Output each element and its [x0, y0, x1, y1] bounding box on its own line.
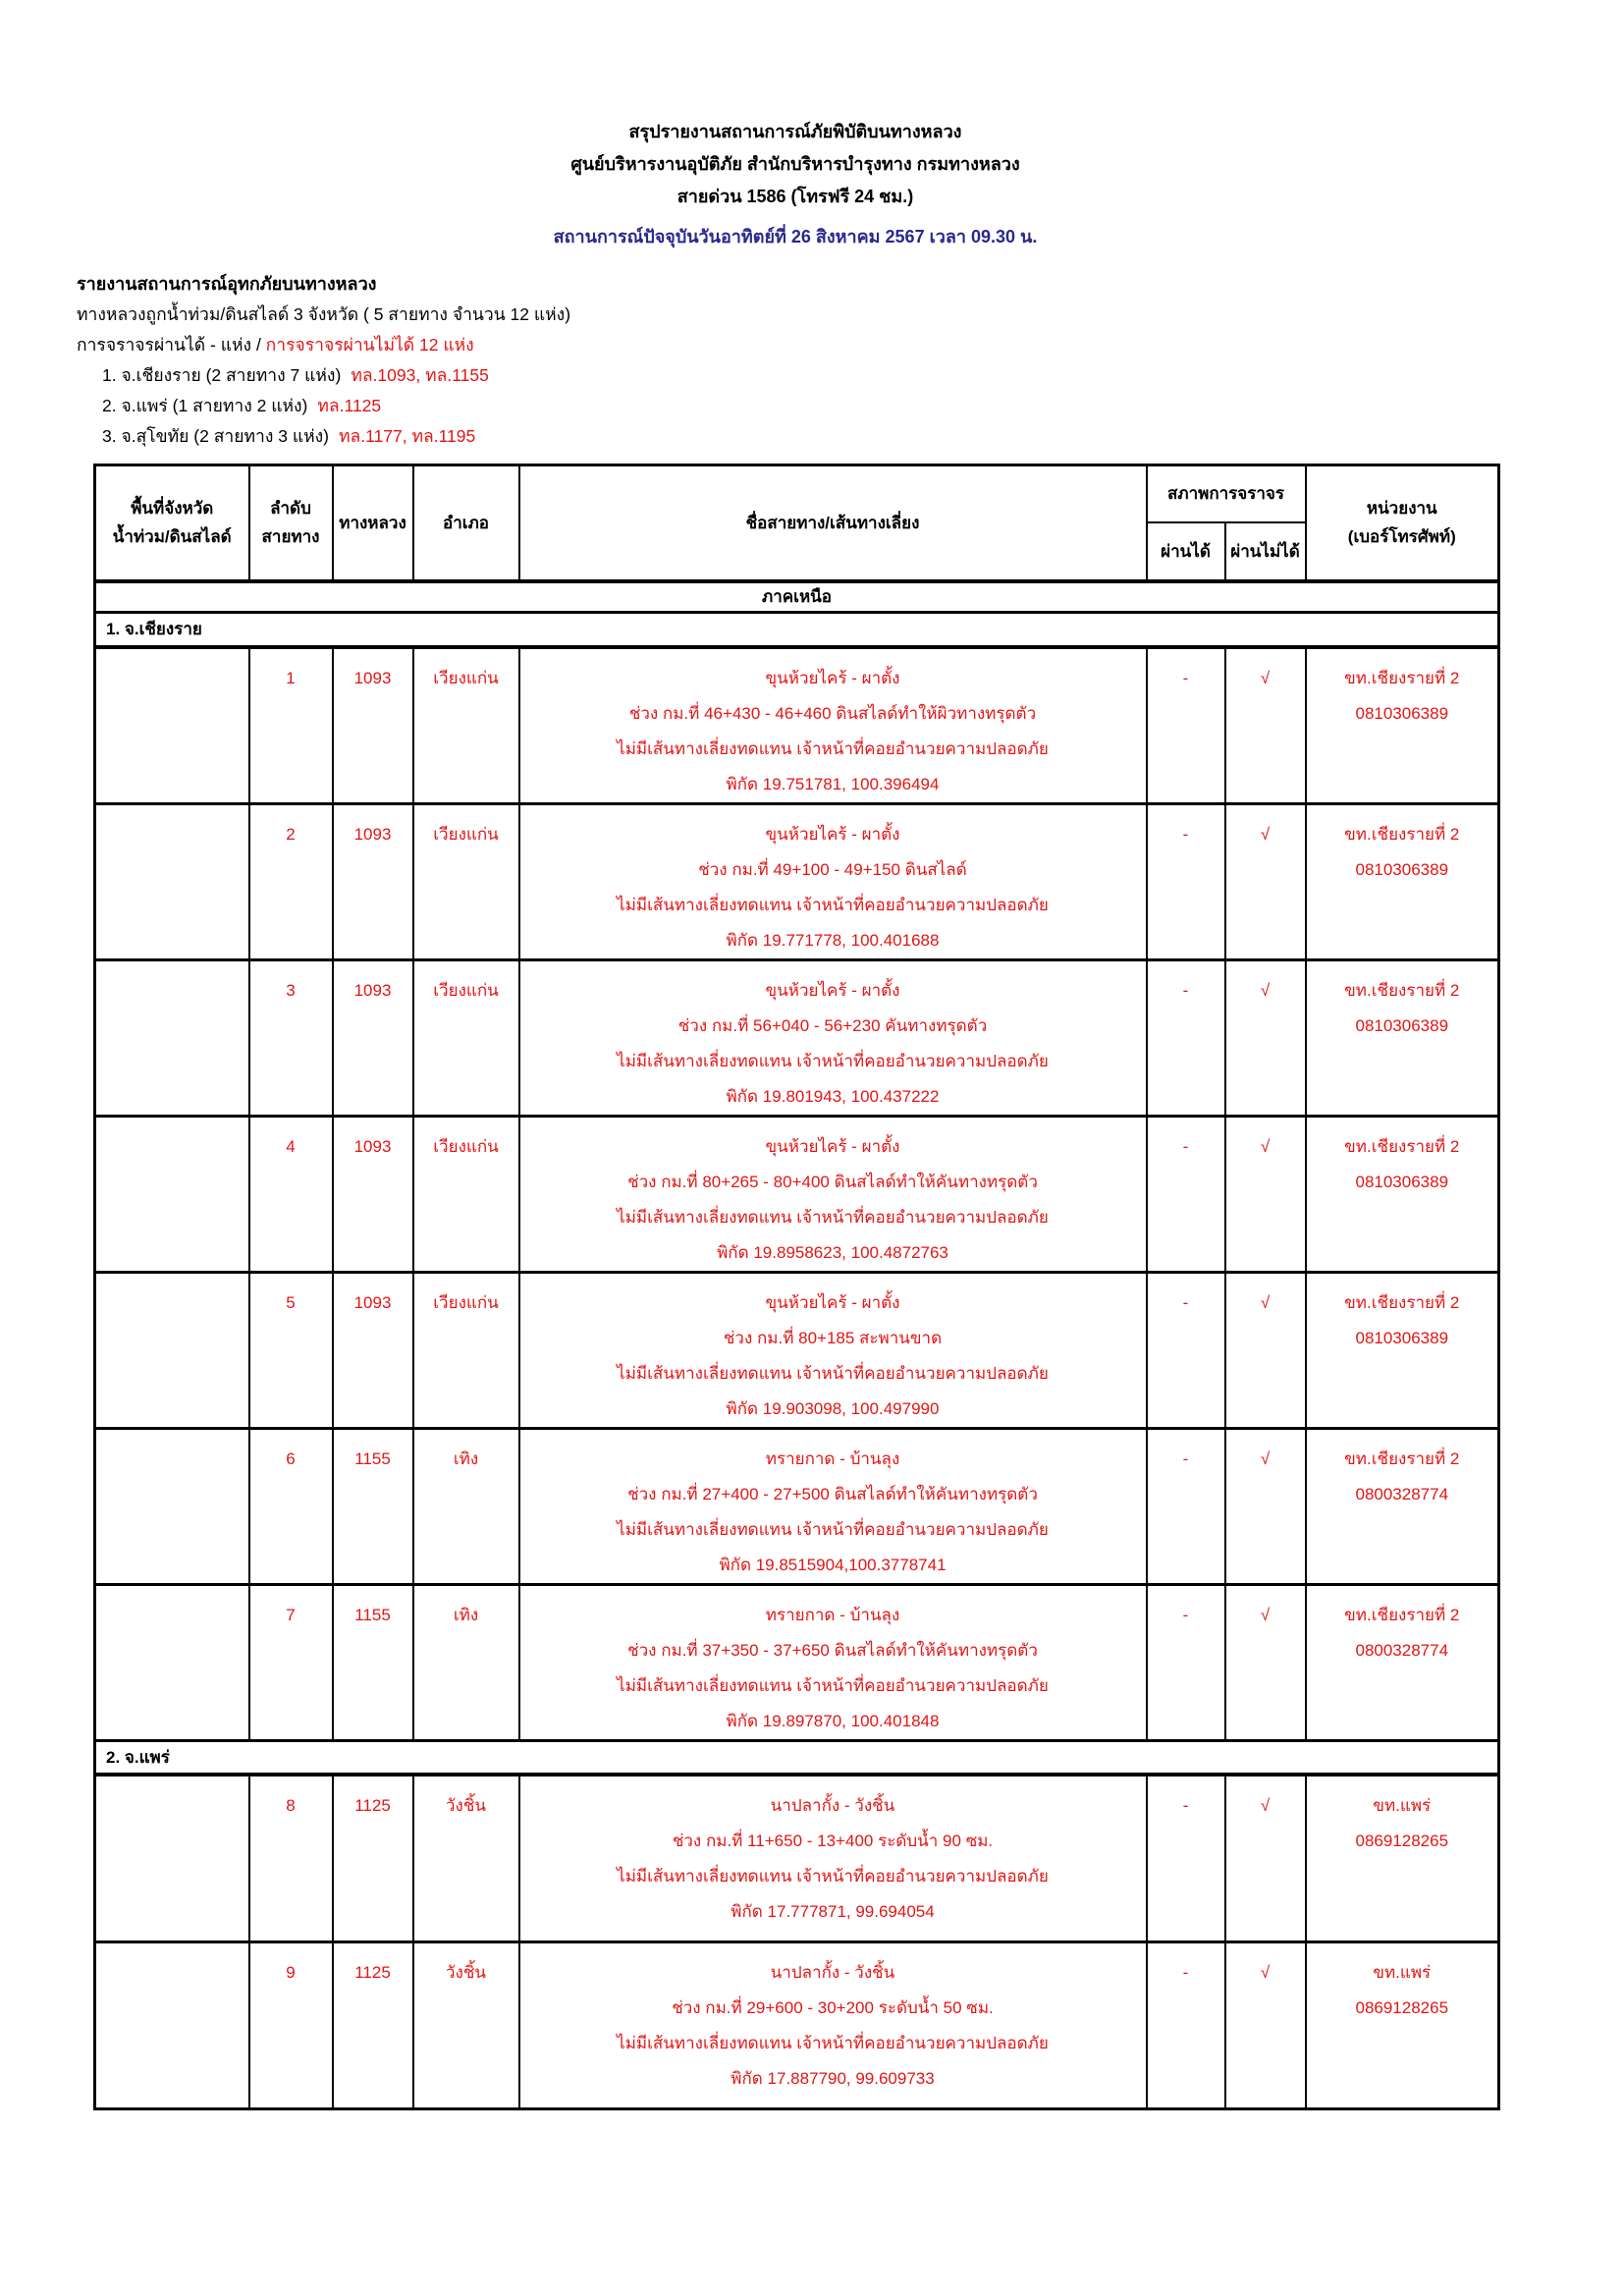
route-line: ช่วง กม.ที่ 11+650 - 13+400 ระดับน้ำ 90 ซม. [672, 1831, 994, 1850]
route-line: ช่วง กม.ที่ 49+100 - 49+150 ดินสไลด์ [698, 859, 967, 879]
route-line: พิกัด 19.897870, 100.401848 [726, 1711, 940, 1730]
route-line: พิกัด 19.903098, 100.497990 [726, 1398, 940, 1418]
route-cell [519, 1116, 1147, 1272]
highway-cell: 1093 [333, 1272, 413, 1428]
highway-cell: 1125 [333, 1941, 413, 2108]
report-title: สรุปรายงานสถานการณ์ภัยพิบัติบนทางหลวง [628, 122, 962, 141]
col-header-area-line2: น้ำท่วม/ดินสไลด์ [112, 527, 232, 547]
situation-table [93, 464, 1500, 2110]
route-line: ไม่มีเส้นทางเลี่ยงทดแทน เจ้าหน้าที่คอยอำนวยความปลอดภัย [617, 2033, 1049, 2052]
hotline-line: สายด่วน 1586 (โทรฟรี 24 ชม.) [677, 187, 914, 206]
route-line: ขุนห้วยไคร้ - ผาตั้ง [765, 980, 900, 1000]
district-cell: เวียงแก่น [413, 1116, 519, 1272]
route-line: ไม่มีเส้นทางเลี่ยงทดแทน เจ้าหน้าที่คอยอำนวยความปลอดภัย [617, 895, 1049, 914]
province-section-row [95, 1740, 1499, 1775]
route-line: ช่วง กม.ที่ 80+265 - 80+400 ดินสไลด์ทำให้คันทางทรุดตัว [627, 1172, 1038, 1191]
unit-line: 0810306389 [1355, 859, 1449, 879]
traffic-impassable-text: การจราจรผ่านไม่ได้ 12 แห่ง [265, 335, 474, 355]
table-body [95, 581, 1499, 2109]
district-cell: เวียงแก่น [413, 1272, 519, 1428]
unit-cell [1306, 1272, 1499, 1428]
passable-cell: - [1147, 1116, 1225, 1272]
unit-line: ขท.เชียงรายที่ 2 [1344, 1136, 1460, 1156]
section-title: 1. จ.เชียงราย [95, 613, 1499, 647]
table-header [95, 465, 1499, 581]
unit-line: 0800328774 [1355, 1484, 1449, 1503]
route-line: ขุนห้วยไคร้ - ผาตั้ง [765, 1136, 900, 1156]
status-line: สถานการณ์ปัจจุบันวันอาทิตย์ที่ 26 สิงหาคม 2567 เวลา 09.30 น. [553, 227, 1038, 246]
col-header-unit-line2: (เบอร์โทรศัพท์) [1347, 527, 1456, 547]
route-cell [519, 647, 1147, 804]
district-cell: เทิง [413, 1584, 519, 1740]
route-cell [519, 1775, 1147, 1941]
impassable-cell: √ [1225, 959, 1306, 1116]
unit-line: ขท.เชียงรายที่ 2 [1344, 980, 1460, 1000]
impassable-cell: √ [1225, 803, 1306, 959]
passable-cell: - [1147, 1941, 1225, 2108]
section-title: 2. จ.แพร่ [95, 1740, 1499, 1775]
passable-cell: - [1147, 1272, 1225, 1428]
unit-line: ขท.แพร่ [1373, 1796, 1432, 1815]
district-cell: วังชิ้น [413, 1775, 519, 1941]
province-item [77, 360, 1624, 391]
route-line: ทรายกาด - บ้านลุง [765, 1449, 900, 1468]
province-item [77, 391, 1624, 421]
route-line: ไม่มีเส้นทางเลี่ยงทดแทน เจ้าหน้าที่คอยอำนวยความปลอดภัย [617, 738, 1049, 758]
col-header-area-line1: พื้นที่จังหวัด [131, 499, 214, 519]
table-row [95, 959, 1499, 1116]
route-line: พิกัด 19.8515904,100.3778741 [719, 1555, 947, 1574]
passable-cell: - [1147, 647, 1225, 804]
document-header [93, 0, 1497, 253]
route-line: ไม่มีเส้นทางเลี่ยงทดแทน เจ้าหน้าที่คอยอำนวยความปลอดภัย [617, 1207, 1049, 1227]
unit-line: 0810306389 [1355, 1328, 1449, 1347]
unit-line: ขท.เชียงรายที่ 2 [1344, 1292, 1460, 1312]
district-cell: เวียงแก่น [413, 647, 519, 804]
route-line: ไม่มีเส้นทางเลี่ยงทดแทน เจ้าหน้าที่คอยอำนวยความปลอดภัย [617, 1363, 1049, 1383]
region-label: ภาคเหนือ [95, 581, 1499, 613]
highway-cell: 1093 [333, 647, 413, 804]
col-header-unit [1306, 465, 1499, 581]
area-cell [95, 1584, 249, 1740]
route-line: ช่วง กม.ที่ 27+400 - 27+500 ดินสไลด์ทำให้คันทางทรุดตัว [627, 1484, 1038, 1503]
passable-cell: - [1147, 803, 1225, 959]
route-line: ไม่มีเส้นทางเลี่ยงทดแทน เจ้าหน้าที่คอยอำนวยความปลอดภัย [617, 1051, 1049, 1070]
col-header-route: ชื่อสายทาง/เส้นทางเลี่ยง [519, 465, 1147, 581]
district-cell: เวียงแก่น [413, 959, 519, 1116]
route-line: พิกัด 17.777871, 99.694054 [731, 1902, 935, 1921]
route-line: ช่วง กม.ที่ 29+600 - 30+200 ระดับน้ำ 50 ซม. [672, 1997, 994, 2017]
col-header-district: อำเภอ [413, 465, 519, 581]
province-item [77, 421, 1624, 452]
province-routes: ทล.1093, ทล.1155 [351, 365, 489, 385]
unit-line: ขท.เชียงรายที่ 2 [1344, 1449, 1460, 1468]
unit-cell [1306, 1941, 1499, 2108]
route-line: ขุนห้วยไคร้ - ผาตั้ง [765, 668, 900, 687]
table-row [95, 803, 1499, 959]
table-row [95, 1584, 1499, 1740]
unit-line: ขท.แพร่ [1373, 1962, 1432, 1982]
order-cell: 2 [249, 803, 333, 959]
district-cell: วังชิ้น [413, 1941, 519, 2108]
unit-line: 0810306389 [1355, 1172, 1449, 1191]
route-line: พิกัด 19.801943, 100.437222 [726, 1086, 940, 1106]
district-cell: เทิง [413, 1428, 519, 1584]
col-header-impassable: ผ่านไม่ได้ [1225, 522, 1306, 581]
highway-cell: 1093 [333, 959, 413, 1116]
unit-line: ขท.เชียงรายที่ 2 [1344, 1605, 1460, 1624]
route-cell [519, 1584, 1147, 1740]
table-row [95, 1775, 1499, 1941]
table-row [95, 647, 1499, 804]
province-label: 2. จ.แพร่ (1 สายทาง 2 แห่ง) [102, 396, 308, 415]
unit-cell [1306, 1116, 1499, 1272]
passable-cell: - [1147, 1584, 1225, 1740]
unit-line: 0869128265 [1355, 1997, 1449, 2017]
route-line: พิกัด 17.887790, 99.609733 [731, 2068, 935, 2088]
order-cell: 9 [249, 1941, 333, 2108]
area-cell [95, 803, 249, 959]
route-cell [519, 1428, 1147, 1584]
passable-cell: - [1147, 1428, 1225, 1584]
province-label: 1. จ.เชียงราย (2 สายทาง 7 แห่ง) [102, 365, 342, 385]
route-line: พิกัด 19.771778, 100.401688 [726, 930, 940, 950]
route-line: พิกัด 19.751781, 100.396494 [726, 774, 940, 793]
order-cell: 7 [249, 1584, 333, 1740]
col-header-highway: ทางหลวง [333, 465, 413, 581]
route-cell [519, 1941, 1147, 2108]
unit-cell [1306, 1428, 1499, 1584]
impassable-cell: √ [1225, 1941, 1306, 2108]
province-label: 3. จ.สุโขทัย (2 สายทาง 3 แห่ง) [102, 426, 330, 446]
intro-title: รายงานสถานการณ์อุทกภัยบนทางหลวง [77, 274, 377, 294]
route-line: ช่วง กม.ที่ 46+430 - 46+460 ดินสไลด์ทำให้ผิวทางทรุดตัว [628, 703, 1037, 723]
unit-cell [1306, 959, 1499, 1116]
impassable-cell: √ [1225, 1584, 1306, 1740]
report-subtitle: ศูนย์บริหารงานอุบัติภัย สำนักบริหารบำรุงทาง กรมทางหลวง [570, 154, 1020, 174]
order-cell: 8 [249, 1775, 333, 1941]
route-line: ช่วง กม.ที่ 37+350 - 37+650 ดินสไลด์ทำให้คันทางทรุดตัว [627, 1640, 1038, 1660]
route-line: ทรายกาด - บ้านลุง [765, 1605, 900, 1624]
region-row [95, 581, 1499, 613]
district-cell: เวียงแก่น [413, 803, 519, 959]
route-line: ช่วง กม.ที่ 56+040 - 56+230 คันทางทรุดตัว [677, 1015, 988, 1035]
col-header-traffic: สภาพการจราจร [1147, 465, 1306, 522]
area-cell [95, 1775, 249, 1941]
route-cell [519, 1272, 1147, 1428]
order-cell: 4 [249, 1116, 333, 1272]
route-cell [519, 959, 1147, 1116]
unit-cell [1306, 1584, 1499, 1740]
route-cell [519, 803, 1147, 959]
area-cell [95, 959, 249, 1116]
intro-summary: ทางหลวงถูกน้ำท่วม/ดินสไลด์ 3 จังหวัด ( 5 สายทาง จำนวน 12 แห่ง) [77, 304, 571, 324]
impassable-cell: √ [1225, 1428, 1306, 1584]
unit-line: 0810306389 [1355, 703, 1449, 723]
col-header-order [249, 465, 333, 581]
route-line: นาปลากั้ง - วังชิ้น [770, 1796, 895, 1815]
route-line: ช่วง กม.ที่ 80+185 สะพานขาด [723, 1328, 943, 1347]
impassable-cell: √ [1225, 647, 1306, 804]
province-routes: ทล.1177, ทล.1195 [339, 426, 476, 446]
intro-section [77, 269, 1624, 452]
order-cell: 3 [249, 959, 333, 1116]
area-cell [95, 647, 249, 804]
passable-cell: - [1147, 959, 1225, 1116]
unit-line: 0810306389 [1355, 1015, 1449, 1035]
order-cell: 6 [249, 1428, 333, 1584]
area-cell [95, 1428, 249, 1584]
province-routes: ทล.1125 [317, 396, 382, 415]
area-cell [95, 1116, 249, 1272]
order-cell: 1 [249, 647, 333, 804]
unit-cell [1306, 1775, 1499, 1941]
impassable-cell: √ [1225, 1116, 1306, 1272]
unit-cell [1306, 647, 1499, 804]
route-line: ไม่มีเส้นทางเลี่ยงทดแทน เจ้าหน้าที่คอยอำนวยความปลอดภัย [617, 1867, 1049, 1886]
route-line: ขุนห้วยไคร้ - ผาตั้ง [765, 1292, 900, 1312]
route-line: นาปลากั้ง - วังชิ้น [770, 1962, 895, 1982]
table-row [95, 1941, 1499, 2108]
impassable-cell: √ [1225, 1272, 1306, 1428]
table-row [95, 1428, 1499, 1584]
unit-line: ขท.เชียงรายที่ 2 [1344, 668, 1460, 687]
impassable-cell: √ [1225, 1775, 1306, 1941]
unit-line: 0869128265 [1355, 1831, 1449, 1850]
route-line: พิกัด 19.8958623, 100.4872763 [717, 1242, 948, 1262]
route-line: ไม่มีเส้นทางเลี่ยงทดแทน เจ้าหน้าที่คอยอำนวยความปลอดภัย [617, 1519, 1049, 1539]
area-cell [95, 1941, 249, 2108]
area-cell [95, 1272, 249, 1428]
passable-cell: - [1147, 1775, 1225, 1941]
col-header-unit-line1: หน่วยงาน [1366, 499, 1437, 519]
province-section-row [95, 613, 1499, 647]
col-header-order-line2: สายทาง [261, 527, 320, 547]
intro-traffic-line [77, 330, 1624, 360]
order-cell: 5 [249, 1272, 333, 1428]
highway-cell: 1125 [333, 1775, 413, 1941]
table-row [95, 1116, 1499, 1272]
col-header-order-line1: ลำดับ [270, 499, 311, 519]
unit-line: 0800328774 [1355, 1640, 1449, 1660]
highway-cell: 1093 [333, 1116, 413, 1272]
highway-cell: 1155 [333, 1428, 413, 1584]
traffic-passable-text: การจราจรผ่านได้ - แห่ง / [77, 335, 266, 355]
unit-line: ขท.เชียงรายที่ 2 [1344, 824, 1460, 844]
col-header-passable: ผ่านได้ [1147, 522, 1225, 581]
highway-cell: 1093 [333, 803, 413, 959]
col-header-area [95, 465, 249, 581]
highway-cell: 1155 [333, 1584, 413, 1740]
route-line: ขุนห้วยไคร้ - ผาตั้ง [765, 824, 900, 844]
unit-cell [1306, 803, 1499, 959]
table-row [95, 1272, 1499, 1428]
route-line: ไม่มีเส้นทางเลี่ยงทดแทน เจ้าหน้าที่คอยอำนวยความปลอดภัย [617, 1675, 1049, 1695]
